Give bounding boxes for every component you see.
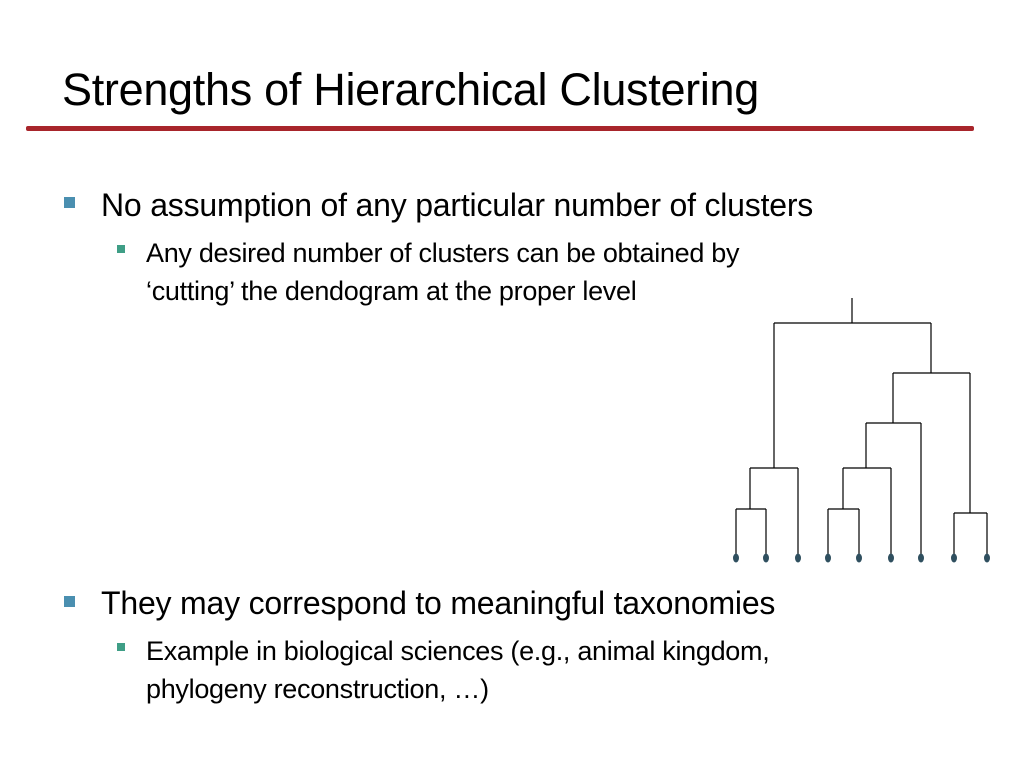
dendrogram-links: [736, 298, 987, 556]
dendrogram-leaf: [856, 554, 862, 563]
dendrogram-leaf: [918, 554, 924, 563]
bullet-2-sub-line-1: Example in biological sciences (e.g., animal kingdom,: [146, 636, 770, 666]
bullet-2-sub-line-2: phylogeny reconstruction, …): [146, 674, 489, 704]
bullet-1-sub-line-2: ‘cutting’ the dendogram at the proper level: [146, 276, 637, 306]
bullet-1-sub-line-1: Any desired number of clusters can be obtained by: [146, 238, 740, 268]
dendrogram-leaves: [733, 554, 990, 563]
dendrogram-leaf: [984, 554, 990, 563]
bullet-2-text: They may correspond to meaningful taxonomies: [101, 585, 776, 621]
dendrogram-leaf: [825, 554, 831, 563]
bullet-1-text: No assumption of any particular number of clusters: [101, 187, 814, 223]
dendrogram-leaf: [888, 554, 894, 563]
slide-title: Strengths of Hierarchical Clustering: [62, 64, 760, 115]
dendrogram-leaf: [951, 554, 957, 563]
dendrogram-leaf: [763, 554, 769, 563]
dendrogram-leaf: [795, 554, 801, 563]
dendrogram-leaf: [733, 554, 739, 563]
